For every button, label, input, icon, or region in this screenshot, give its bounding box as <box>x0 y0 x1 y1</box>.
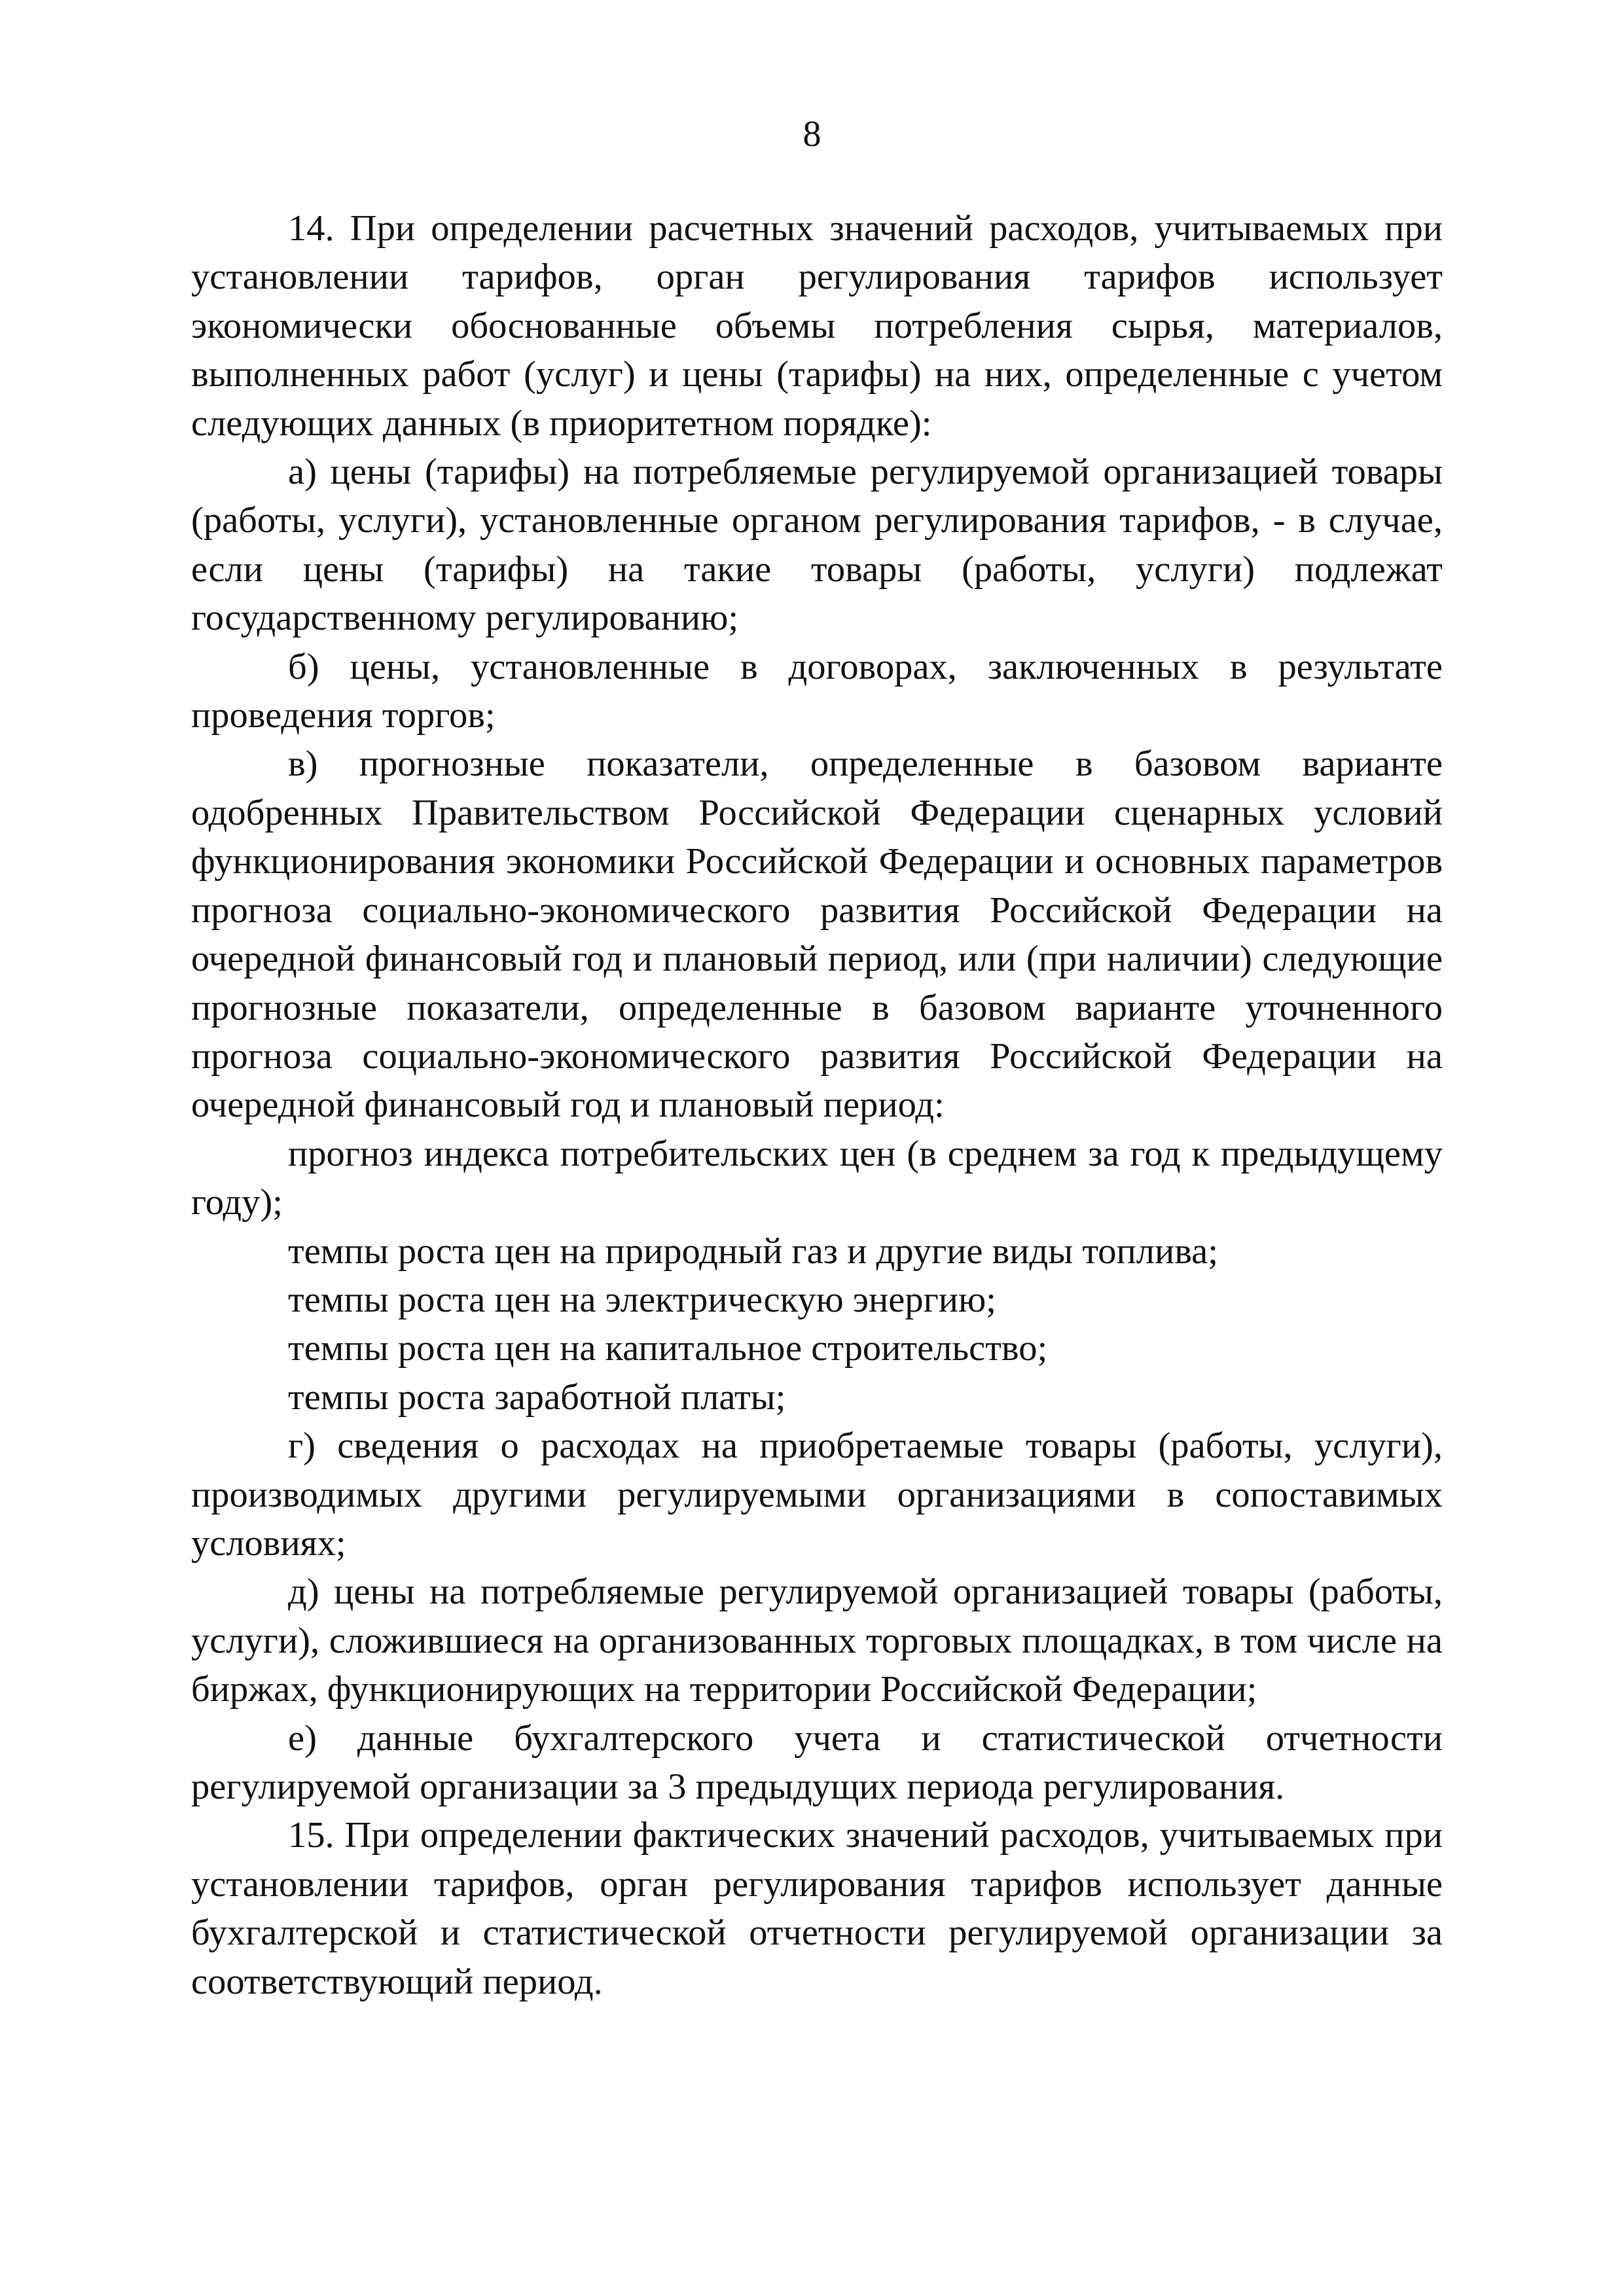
paragraph-15: 15. При определении фактических значений расходов, учитываемых при установлении тарифов, орган регулирования тарифов использует данные бухгалтерской и статистической отчетности регулируемой организации за соответствующий период. <box>191 1815 1443 2002</box>
page-number: 8 <box>803 114 821 154</box>
list-item-gas-fuel-prices: темпы роста цен на природный газ и другие виды топлива; <box>288 1230 1218 1272</box>
paragraph-14: 14. При определении расчетных значений расходов, учитываемых при установлении тарифов, орган регулирования тарифов использует экономически обоснованные объемы потребления сырья, материалов, выполненных работ (услуг) и цены (тарифы) на них, определенные с учетом следующих данных (в приоритетном порядке): <box>191 208 1443 444</box>
paragraph-14-v: в) прогнозные показатели, определенные в базовом варианте одобренных Правительством Российской Федерации сценарных условий функционирования экономики Российской Федерации и основных параметров прогноза социально-экономического развития Российской Федерации на очередной финансовый год и плановый период, или (при наличии) следующие прогнозные показатели, определенные в базовом варианте уточненного прогноза социально-экономического развития Российской Федерации на очередной финансовый год и плановый период: <box>191 744 1443 1126</box>
paragraph-14-e: е) данные бухгалтерского учета и статистической отчетности регулируемой организации за 3 предыдущих периода регулирования. <box>191 1717 1443 1807</box>
paragraph-14-b: б) цены, установленные в договорах, заключенных в результате проведения торгов; <box>191 646 1443 736</box>
paragraph-14-g: г) сведения о расходах на приобретаемые товары (работы, услуги), производимых другими регулируемыми организациями в сопоставимых условиях; <box>191 1426 1443 1564</box>
list-item-electricity-prices: темпы роста цен на электрическую энергию; <box>288 1279 996 1320</box>
paragraph-14-a: а) цены (тарифы) на потребляемые регулируемой организацией товары (работы, услуги), установленные органом регулирования тарифов, - в случае, если цены (тарифы) на такие товары (работы, услуги) подлежат государственному регулированию; <box>191 452 1443 639</box>
list-item-construction-prices: темпы роста цен на капитальное строительство; <box>288 1328 1048 1369</box>
document-body <box>191 204 1443 2006</box>
list-item-wages-growth: темпы роста заработной платы; <box>288 1376 786 1418</box>
paragraph-14-d: д) цены на потребляемые регулируемой организацией товары (работы, услуги), сложившиеся на организованных торговых площадках, в том числе на биржах, функционирующих на территории Российской Федерации; <box>191 1571 1443 1710</box>
list-item-cpi-forecast: прогноз индекса потребительских цен (в среднем за год к предыдущему году); <box>191 1133 1443 1223</box>
